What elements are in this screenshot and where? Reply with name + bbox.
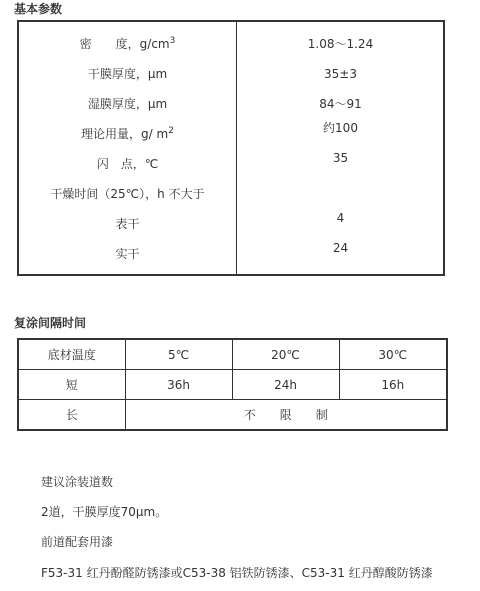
param-label: 实干 bbox=[115, 247, 140, 261]
table-header-cell: 底材温度 bbox=[18, 339, 125, 370]
table-row bbox=[19, 239, 443, 269]
basic-params-table bbox=[17, 20, 445, 276]
param-label: 闪 点，℃ bbox=[96, 157, 159, 171]
param-value: 24 bbox=[332, 241, 349, 255]
param-value: 35 bbox=[332, 151, 349, 165]
table-row bbox=[19, 59, 443, 89]
table-header-cell: 5℃ bbox=[125, 339, 232, 370]
param-label: 湿膜厚度，μm bbox=[87, 97, 168, 111]
table-header-cell: 30℃ bbox=[339, 339, 447, 370]
param-label: 理论用量，g/ $m^2$ bbox=[81, 126, 174, 141]
param-label: 干燥时间（25℃），h 不大于 bbox=[50, 187, 205, 201]
table-cell: 16h bbox=[339, 370, 447, 400]
note-text: F53-31 红丹酚醛防锈漆或C53-38 铝铁防锈漆、C53-31 红丹醇酸防锈漆 bbox=[41, 566, 433, 580]
note-text: 2道，干膜厚度70μm。 bbox=[41, 505, 168, 519]
table-header-cell: 20℃ bbox=[232, 339, 339, 370]
param-value: 约100 bbox=[323, 121, 358, 135]
table-cell: 长 bbox=[18, 400, 125, 431]
note-text: 建议涂装道数 bbox=[41, 475, 114, 489]
param-value: 1.08～1.24 bbox=[307, 37, 374, 51]
recoat-interval-table bbox=[17, 338, 448, 431]
table-row bbox=[18, 400, 447, 431]
param-value: 35±3 bbox=[324, 67, 357, 81]
param-value: 84～91 bbox=[319, 97, 362, 111]
param-value: 4 bbox=[336, 211, 345, 225]
table-cell: 短 bbox=[18, 370, 125, 400]
table-row bbox=[18, 370, 447, 400]
table-row bbox=[19, 29, 443, 59]
table-row bbox=[19, 149, 443, 179]
note-text: 前道配套用漆 bbox=[41, 535, 114, 549]
table-cell: 24h bbox=[232, 370, 339, 400]
param-label: 密 度，$g/cm^3$ bbox=[79, 36, 176, 51]
table-row bbox=[18, 339, 447, 370]
table-cell: 不 限 制 bbox=[125, 400, 447, 431]
param-label: 干膜厚度，μm bbox=[87, 67, 168, 81]
param-label: 表干 bbox=[115, 217, 140, 231]
section-heading-recoat-interval: 复涂间隔时间 bbox=[14, 316, 87, 330]
table-cell: 36h bbox=[125, 370, 232, 400]
section-heading-basic-params: 基本参数 bbox=[14, 2, 63, 16]
